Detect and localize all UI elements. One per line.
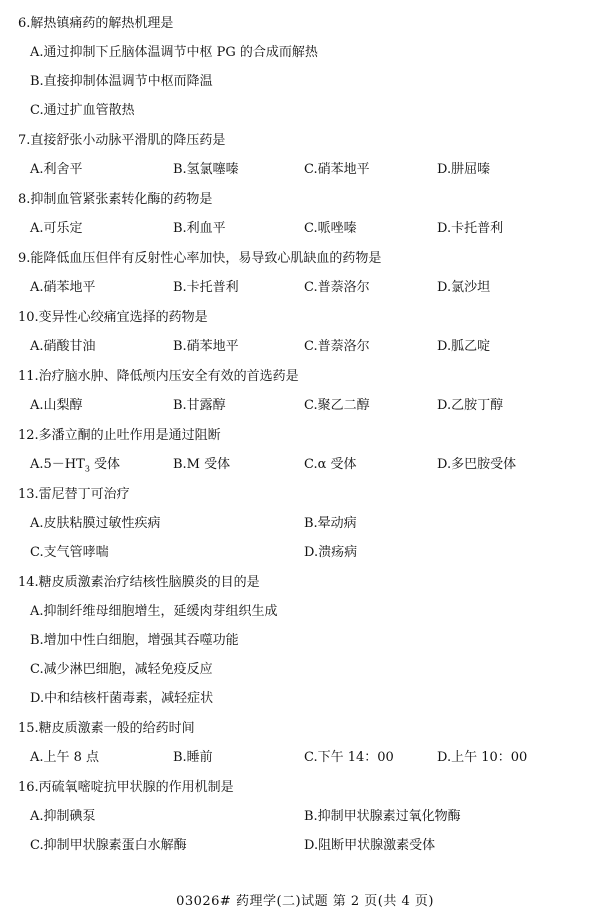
option-a: A.通过抑制下丘脑体温调节中枢 PG 的合成而解热: [30, 45, 318, 60]
option-c: C.聚乙二醇: [304, 398, 370, 413]
option-a: A.硝苯地平: [30, 280, 96, 295]
option-c: C.减少淋巴细胞，减轻免疫反应: [30, 662, 213, 677]
option-a: A.山梨醇: [30, 398, 83, 413]
option-d: D.溃疡病: [304, 545, 358, 560]
option-c: C.通过扩血管散热: [30, 103, 135, 118]
option-c: C.普萘洛尔: [304, 339, 370, 354]
option-a: A.利舍平: [30, 162, 83, 177]
option-b: B.甘露醇: [173, 398, 226, 413]
option-a: A.抑制碘泵: [30, 809, 96, 824]
question-stem: 10.变异性心绞痛宜选择的药物是: [18, 310, 208, 325]
option-d: D.卡托普利: [437, 221, 504, 236]
question-stem: 12.多潘立酮的止吐作用是通过阻断: [18, 428, 221, 443]
option-b: B.晕动病: [304, 516, 357, 531]
option-d: D.胍乙啶: [437, 339, 491, 354]
option-c: C.α 受体: [304, 457, 357, 472]
option-a: A.皮肤粘膜过敏性疾病: [30, 516, 161, 531]
option-c: C.支气管哮喘: [30, 545, 109, 560]
question-stem: 9.能降低血压但伴有反射性心率加快，易导致心肌缺血的药物是: [18, 251, 382, 266]
option-c: C.哌唑嗪: [304, 221, 357, 236]
option-a: A.抑制纤维母细胞增生，延缓肉芽组织生成: [30, 604, 278, 619]
option-c: C.硝苯地平: [304, 162, 370, 177]
option-c: C.普萘洛尔: [304, 280, 370, 295]
option-a: A.上午 8 点: [30, 750, 100, 765]
option-b: B.利血平: [173, 221, 226, 236]
option-d: D.阻断甲状腺激素受体: [304, 838, 436, 853]
option-d: D.氯沙坦: [437, 280, 491, 295]
page-footer: 03026# 药理学(二)试题 第 2 页(共 4 页): [176, 894, 434, 909]
option-d: D.多巴胺受体: [437, 457, 517, 472]
option-b: B.氢氯噻嗪: [173, 162, 239, 177]
option-a: $A.5-HT_3$ 受体: [30, 457, 121, 474]
option-b: B.M 受体: [173, 457, 231, 472]
option-c: C.下午 14：00: [304, 750, 394, 765]
question-stem: 14.糖皮质激素治疗结核性脑膜炎的目的是: [18, 575, 260, 590]
option-b: B.睡前: [173, 750, 213, 765]
option-d: D.上午 10：00: [437, 750, 528, 765]
question-stem: 11.治疗脑水肿、降低颅内压安全有效的首选药是: [18, 369, 299, 384]
option-b: B.直接抑制体温调节中枢而降温: [30, 74, 213, 89]
option-b: B.增加中性白细胞，增强其吞噬功能: [30, 633, 239, 648]
question-stem: 15.糖皮质激素一般的给药时间: [18, 721, 195, 736]
question-stem: 6.解热镇痛药的解热机理是: [18, 16, 174, 31]
option-a: A.可乐定: [30, 221, 83, 236]
option-d: D.中和结核杆菌毒素，减轻症状: [30, 691, 214, 706]
option-d: D.乙胺丁醇: [437, 398, 504, 413]
option-b: B.抑制甲状腺素过氧化物酶: [304, 809, 461, 824]
option-d: D.肼屈嗪: [437, 162, 491, 177]
option-b: B.硝苯地平: [173, 339, 239, 354]
option-a: A.硝酸甘油: [30, 339, 96, 354]
option-c: C.抑制甲状腺素蛋白水解酶: [30, 838, 187, 853]
question-stem: 7.直接舒张小动脉平滑肌的降压药是: [18, 133, 226, 148]
question-stem: 13.雷尼替丁可治疗: [18, 487, 130, 502]
question-stem: 16.丙硫氧嘧啶抗甲状腺的作用机制是: [18, 780, 234, 795]
question-stem: 8.抑制血管紧张素转化酶的药物是: [18, 192, 213, 207]
option-b: B.卡托普利: [173, 280, 239, 295]
